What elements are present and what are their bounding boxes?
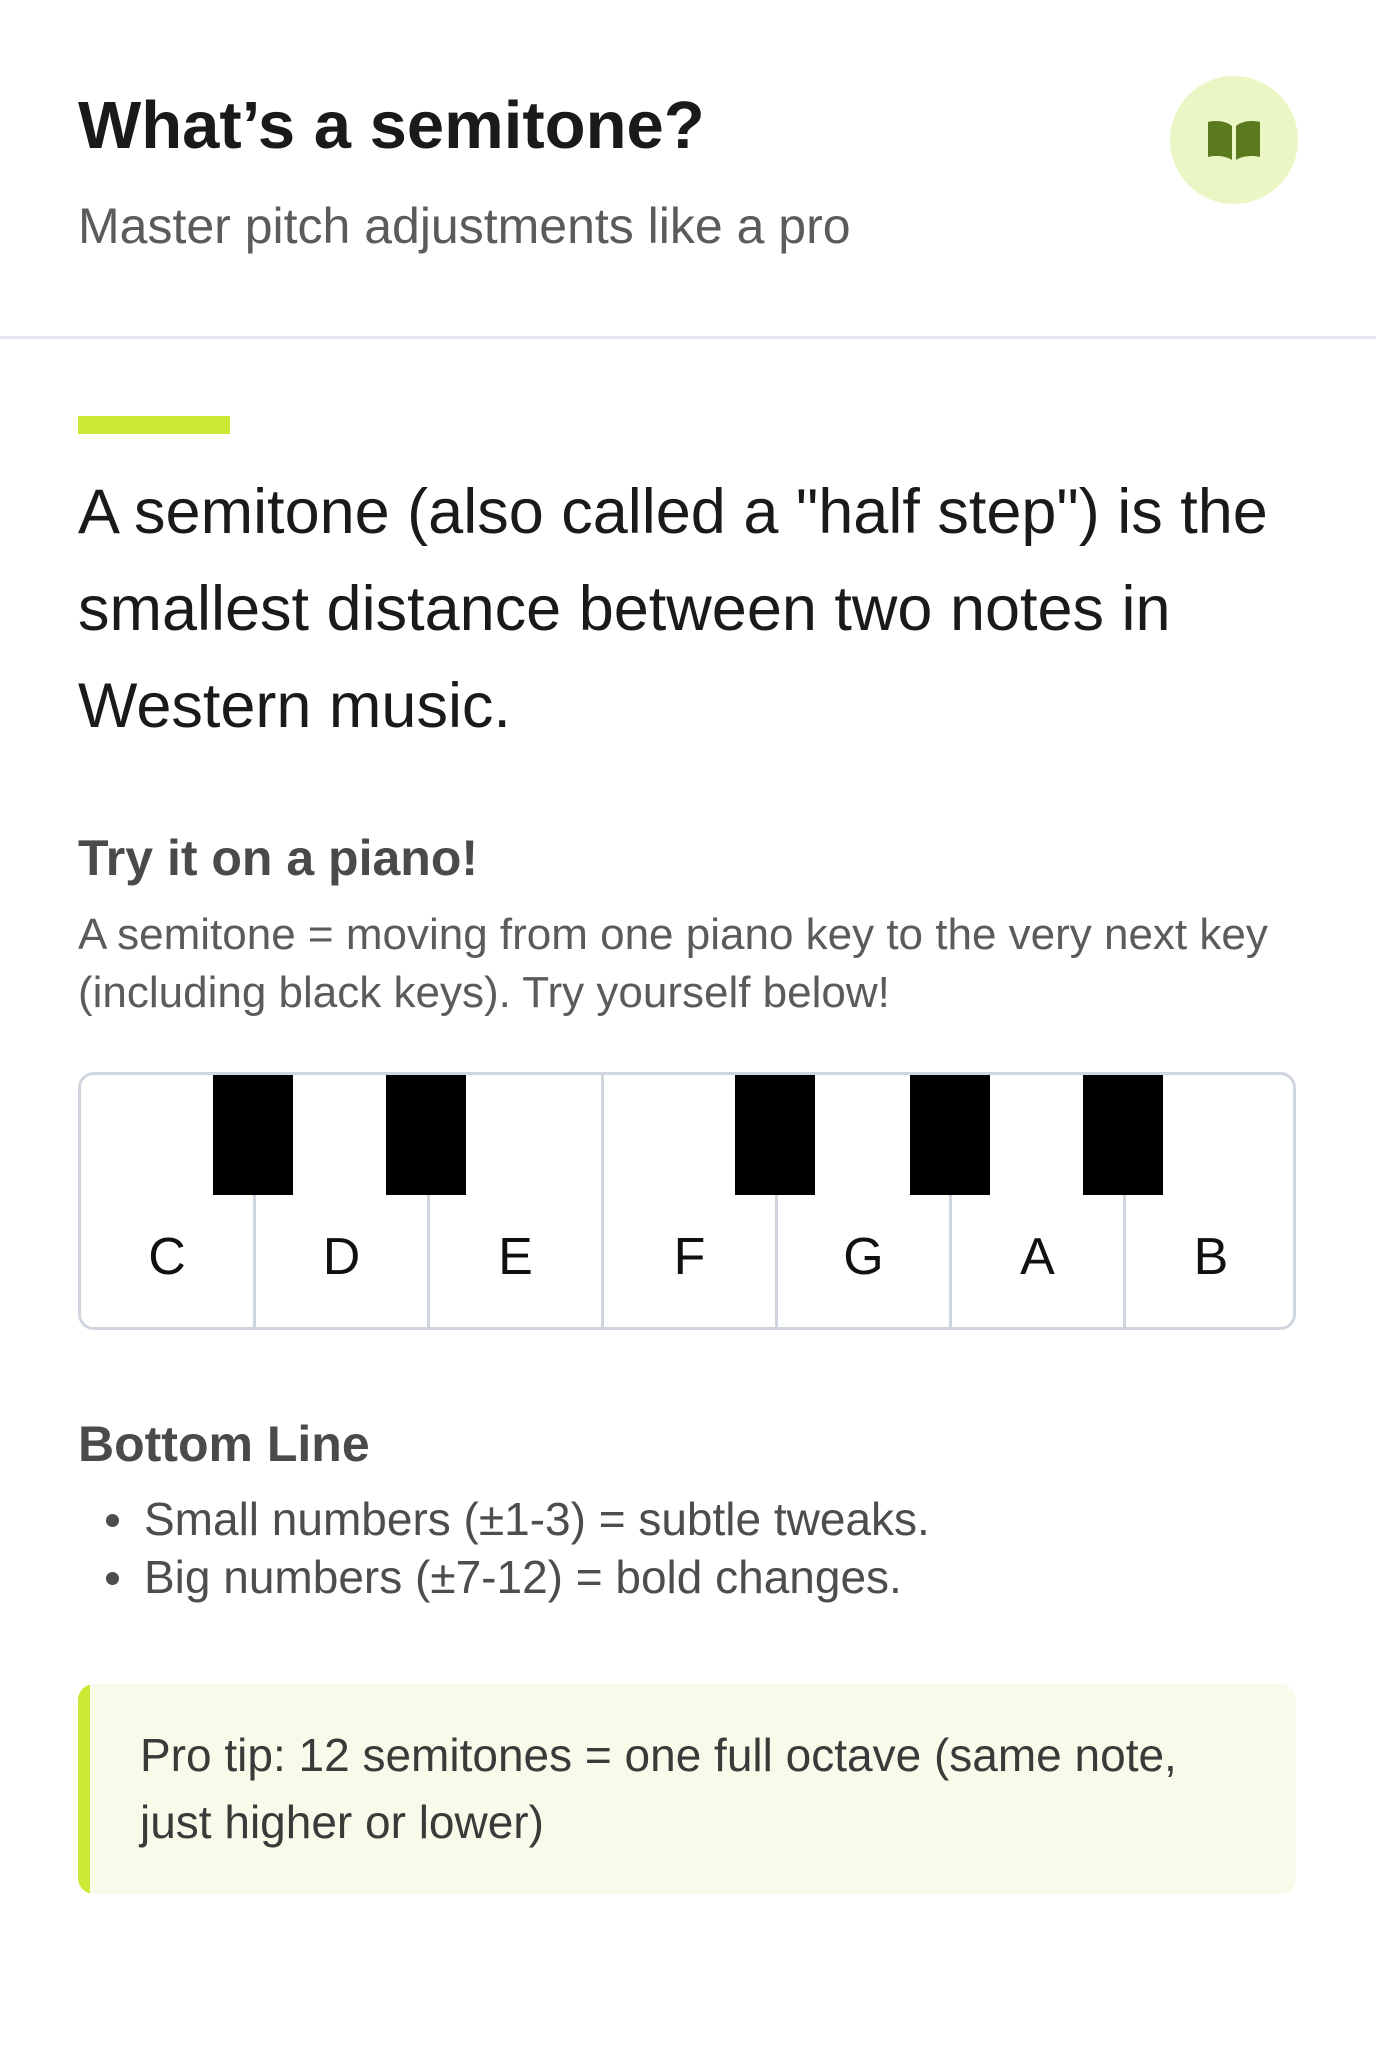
- card-header: [0, 0, 1376, 339]
- bottom-line-list: [78, 1490, 930, 1606]
- page-title: What’s a semitone?: [78, 88, 705, 163]
- list-item-text: Big numbers (±7-12) = bold changes.: [144, 1551, 902, 1603]
- piano-keyboard: [78, 1072, 1296, 1330]
- piano-black-key-c-sharp[interactable]: [213, 1075, 293, 1195]
- piano-description: A semitone = moving from one piano key to the very next key (including black keys). Try yourself below!: [78, 910, 1268, 1017]
- key-label: F: [673, 1228, 706, 1286]
- list-item: [78, 1490, 930, 1548]
- book-button[interactable]: [1170, 76, 1298, 204]
- piano-black-key-a-sharp[interactable]: [1083, 1075, 1163, 1195]
- list-item-text: Small numbers (±1-3) = subtle tweaks.: [144, 1493, 930, 1545]
- piano-black-key-g-sharp[interactable]: [910, 1075, 990, 1195]
- open-book-icon: [1204, 118, 1264, 162]
- list-item: [78, 1548, 930, 1606]
- bullet-icon: [106, 1514, 119, 1527]
- piano-section-heading: Try it on a piano!: [78, 830, 479, 886]
- key-label: G: [843, 1228, 884, 1286]
- bullet-icon: [106, 1572, 119, 1585]
- pro-tip-text: Pro tip: 12 semitones = one full octave (same note, just higher or lower): [140, 1729, 1177, 1848]
- bottom-line-heading: Bottom Line: [78, 1416, 370, 1472]
- pro-tip-callout: [78, 1684, 1296, 1894]
- accent-bar: [78, 416, 230, 434]
- definition-text: A semitone (also called a "half step") is the smallest distance between two notes in Western music.: [78, 477, 1268, 741]
- page-subtitle: Master pitch adjustments like a pro: [78, 198, 851, 254]
- piano-black-key-d-sharp[interactable]: [386, 1075, 466, 1195]
- key-label: B: [1193, 1228, 1229, 1286]
- piano-black-key-f-sharp[interactable]: [735, 1075, 815, 1195]
- tip-accent-border: [78, 1684, 90, 1894]
- key-label: C: [148, 1228, 186, 1286]
- key-label: A: [1020, 1228, 1055, 1286]
- key-label: D: [322, 1228, 361, 1286]
- key-label: E: [498, 1228, 533, 1286]
